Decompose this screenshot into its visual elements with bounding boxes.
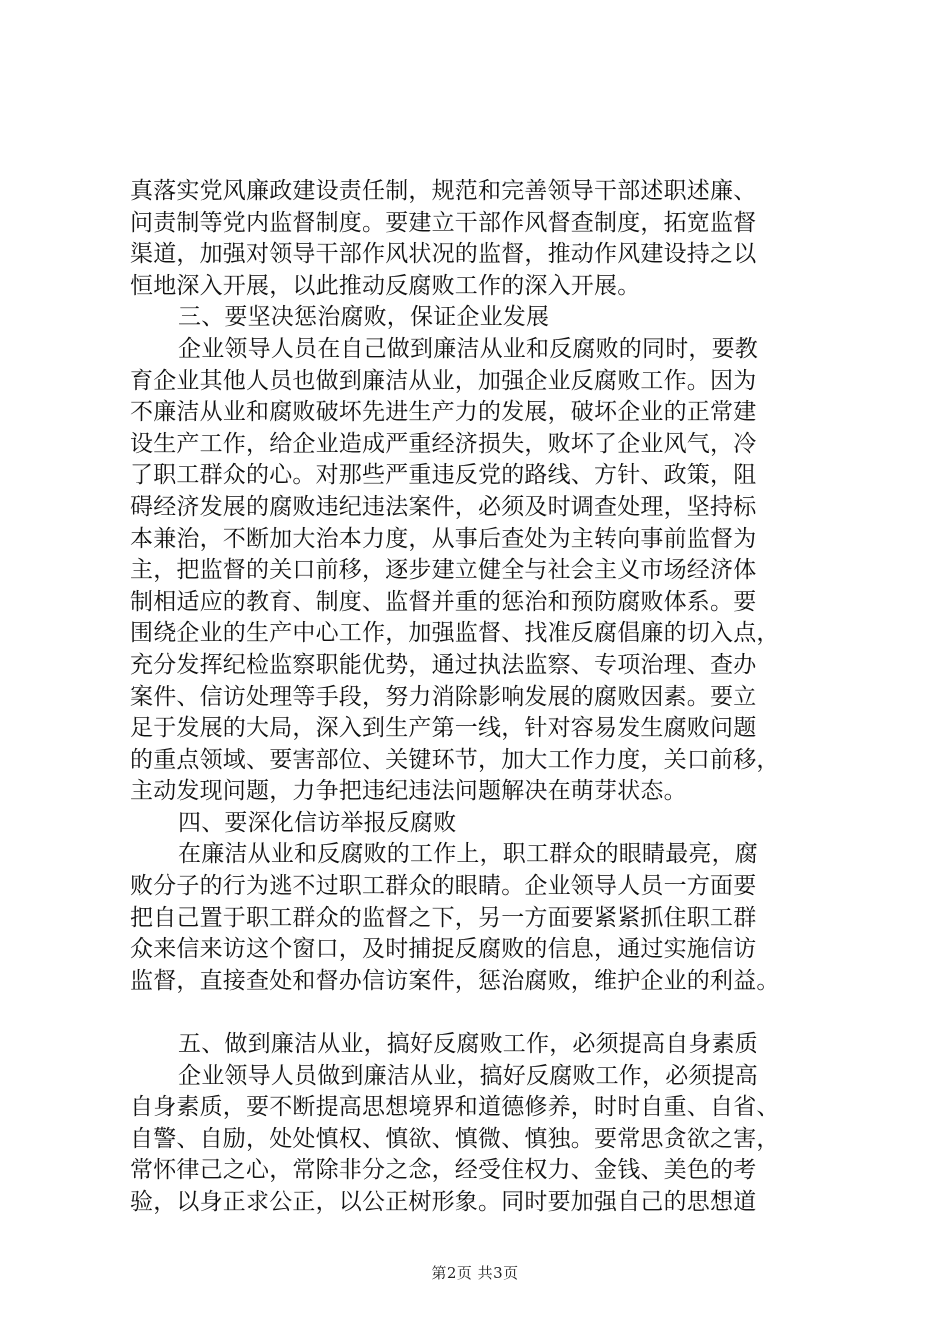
- text-line: 了职工群众的心。对那些严重违反党的路线、方针、政策，阻: [130, 462, 757, 489]
- text-line: 本兼治，不断加大治本力度，从事后查处为主转向事前监督为: [130, 525, 757, 552]
- page-number-footer: 第2页 共3页: [431, 1264, 519, 1282]
- text-line: 充分发挥纪检监察职能优势，通过执法监察、专项治理、查办: [130, 651, 757, 678]
- text-line: 自警、自励，处处慎权、慎欲、慎微、慎独。要常思贪欲之害，: [130, 1125, 780, 1152]
- text-line: 监督，直接查处和督办信访案件，惩治腐败，维护企业的利益。: [130, 967, 780, 994]
- text-line: 恒地深入开展，以此推动反腐败工作的深入开展。: [130, 272, 641, 299]
- text-line: 足于发展的大局，深入到生产第一线，针对容易发生腐败问题: [130, 715, 757, 742]
- text-line: 渠道，加强对领导干部作风状况的监督，推动作风建设持之以: [130, 241, 757, 268]
- document-body: [130, 176, 850, 1219]
- text-line: 企业领导人员做到廉洁从业，搞好反腐败工作，必须提高: [178, 1062, 758, 1089]
- text-line: 主，把监督的关口前移，逐步建立健全与社会主义市场经济体: [130, 557, 757, 584]
- text-line: 的重点领域、要害部位、关键环节，加大工作力度，关口前移，: [130, 746, 780, 773]
- text-line: 设生产工作，给企业造成严重经济损失，败坏了企业风气，冷: [130, 430, 757, 457]
- text-line: 育企业其他人员也做到廉洁从业，加强企业反腐败工作。因为: [130, 367, 757, 394]
- section-heading-4: 四、要深化信访举报反腐败: [178, 809, 457, 836]
- text-line: 真落实党风廉政建设责任制，规范和完善领导干部述职述廉、: [130, 178, 757, 204]
- text-line: 验，以身正求公正，以公正树形象。同时要加强自己的思想道: [130, 1189, 757, 1215]
- paragraph-gap: [130, 997, 850, 1029]
- text-line: 把自己置于职工群众的监督之下，另一方面要紧紧抓住职工群: [130, 904, 757, 931]
- text-line: 败分子的行为逃不过职工群众的眼睛。企业领导人员一方面要: [130, 873, 757, 900]
- text-line: 主动发现问题，力争把违纪违法问题解决在萌芽状态。: [130, 778, 687, 805]
- text-line: 在廉洁从业和反腐败的工作上，职工群众的眼睛最亮，腐: [178, 841, 758, 868]
- text-line: 问责制等党内监督制度。要建立干部作风督查制度，拓宽监督: [130, 209, 757, 236]
- text-line: 自身素质，要不断提高思想境界和道德修养，时时自重、自省、: [130, 1094, 780, 1121]
- text-line: 企业领导人员在自己做到廉洁从业和反腐败的同时，要教: [178, 335, 758, 362]
- text-line: 不廉洁从业和腐败破坏先进生产力的发展，破坏企业的正常建: [130, 399, 757, 426]
- text-line: 碍经济发展的腐败违纪违法案件，必须及时调查处理，坚持标: [130, 493, 757, 520]
- section-heading-5: 五、做到廉洁从业，搞好反腐败工作，必须提高自身素质: [178, 1031, 758, 1058]
- text-line: 围绕企业的生产中心工作，加强监督、找准反腐倡廉的切入点，: [130, 620, 780, 647]
- text-line: 众来信来访这个窗口，及时捕捉反腐败的信息，通过实施信访: [130, 936, 757, 963]
- section-heading-3: 三、要坚决惩治腐败，保证企业发展: [178, 304, 550, 331]
- text-line: 常怀律己之心，常除非分之念，经受住权力、金钱、美色的考: [130, 1157, 757, 1184]
- text-line: 案件、信访处理等手段，努力消除影响发展的腐败因素。要立: [130, 683, 757, 710]
- text-line: 制相适应的教育、制度、监督并重的惩治和预防腐败体系。要: [130, 588, 757, 615]
